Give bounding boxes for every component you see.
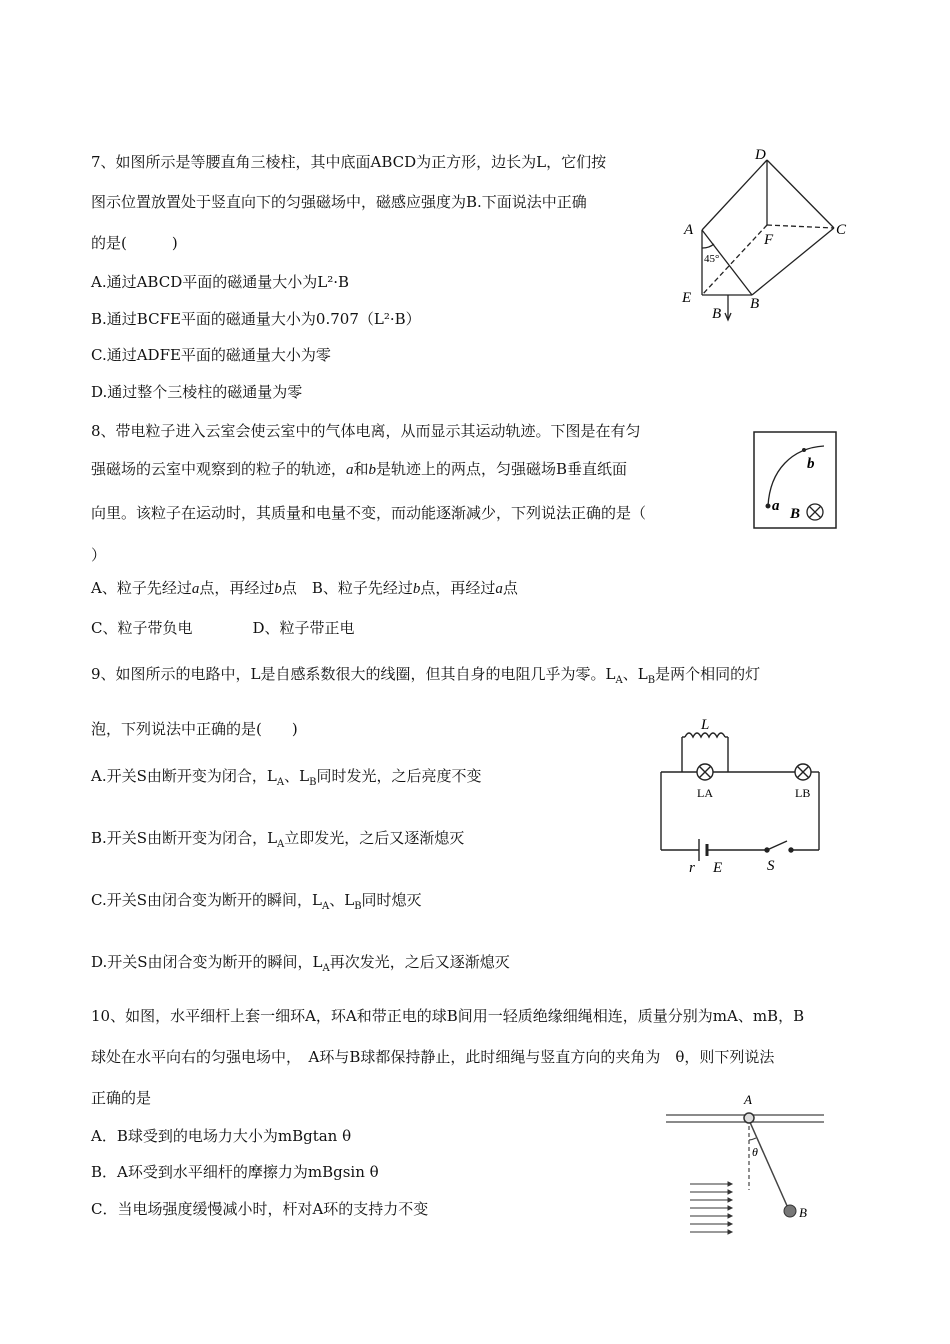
q9-opt-c-sep: 、: [329, 891, 345, 909]
q9-lb: L: [637, 665, 648, 683]
q9-label-e: E: [713, 860, 723, 876]
q9-sep: 、: [622, 665, 638, 683]
q8-opt-b-post: 点: [502, 579, 518, 597]
q8-cloud-chamber-figure: [752, 430, 838, 530]
q10-line1: 10、如图，水平细杆上套一细环A，环A和带正电的球B间用一轻质绝缘细绳相连，质量分别为mA、mB，B: [91, 1007, 805, 1025]
q10-option-a: A．B球受到的电场力大小为mBgtan θ: [91, 1127, 352, 1145]
q9-label-la: LA: [697, 786, 713, 800]
q9-opt-b-pre: B.开关S由断开变为闭合，: [91, 829, 268, 847]
q9-opt-d-post: 再次发光，之后又逐渐熄灭: [329, 953, 510, 971]
q8-point-b: b: [368, 462, 377, 478]
q9-opt-a-lb-sub: B: [309, 777, 317, 788]
q9-opt-d-pre: D.开关S由闭合变为断开的瞬间，: [91, 953, 313, 971]
q9-label-l: L: [701, 717, 710, 733]
q8-opt-b-point2: a: [495, 581, 503, 597]
q8-label-a: a: [772, 498, 780, 514]
q8-opt-a-mid: 点，再经过: [199, 579, 275, 597]
q9-opt-b-la-sub: A: [277, 839, 285, 850]
q9-opt-c-lb: L: [344, 891, 355, 909]
q10-option-c: C．当电场强度缓慢减小时，杆对A环的支持力不变: [91, 1200, 429, 1218]
q7-label-f: F: [764, 232, 774, 248]
q7-option-d: D.通过整个三棱柱的磁通量为零: [91, 383, 303, 401]
q9-label-lb: LB: [795, 786, 811, 800]
q9-opt-c-post: 同时熄灭: [361, 891, 422, 909]
q8-opt-b-point1: b: [412, 581, 421, 597]
q9-line1-post: 是两个相同的灯: [655, 665, 761, 683]
q8-line4: ）: [91, 546, 107, 564]
q7-option-a: A.通过ABCD平面的磁通量大小为L²·B: [91, 273, 350, 291]
q7-label-b-vertex: B: [750, 296, 760, 312]
q9-label-r: r: [689, 860, 695, 876]
q7-line1: 7、如图所示是等腰直角三棱柱，其中底面ABCD为正方形，边长为L，它们按: [91, 153, 607, 171]
q10-field-arrows: [690, 1182, 732, 1234]
q7-label-b-field: B: [712, 306, 722, 322]
q8-opt-a-point1: a: [191, 581, 200, 597]
q9-opt-a-la: L: [266, 767, 277, 785]
q8-line3: 向里。该粒子在运动时，其质量和电量不变，而动能逐渐减少，下列说法正确的是（: [91, 504, 647, 522]
q7-label-d: D: [755, 147, 766, 163]
q9-opt-b-la: L: [267, 829, 278, 847]
q9-opt-a-sep: 、: [284, 767, 300, 785]
q8-point-a: a: [346, 462, 354, 478]
q7-label-c: C: [836, 222, 847, 238]
q9-option-b: [91, 828, 464, 855]
q9-line1-pre: 9、如图所示的电路中，L是自感系数很大的线圈，但其自身的电阻几乎为零。: [91, 665, 606, 683]
q9-opt-c-la-sub: A: [321, 901, 330, 912]
q10-ring-ball-figure: [664, 1090, 834, 1240]
q10-ring-a: [744, 1113, 754, 1123]
q9-line1: [91, 664, 760, 691]
q9-opt-a-la-sub: A: [276, 777, 285, 788]
q8-label-b: b: [807, 456, 815, 472]
q8-options-ab: [91, 578, 518, 599]
q9-opt-d-la-sub: A: [322, 963, 330, 974]
q7-option-b: B.通过BCFE平面的磁通量大小为0.707（L²·B）: [91, 310, 421, 328]
q9-opt-a-lb: L: [299, 767, 310, 785]
q7-label-e: E: [682, 290, 692, 306]
q7-label-a: A: [684, 222, 694, 238]
q9-option-d: [91, 952, 510, 979]
q9-option-c: [91, 890, 422, 917]
q10-label-theta: θ: [752, 1145, 758, 1159]
q9-opt-c-lb-sub: B: [354, 901, 362, 912]
q7-line3: 的是( ): [91, 234, 178, 252]
q9-opt-c-la: L: [312, 891, 322, 909]
q10-line3: 正确的是: [91, 1089, 152, 1107]
q9-opt-c-pre: C.开关S由闭合变为断开的瞬间，: [91, 891, 312, 909]
q8-line2-post: 是轨迹上的两点，匀强磁场B垂直纸面: [376, 460, 628, 478]
q7-label-angle: 45°: [704, 253, 720, 265]
q9-lb-sub: B: [647, 675, 656, 686]
q10-line2: 球处在水平向右的匀强电场中， A环与B球都保持静止，此时细绳与竖直方向的夹角为 θ，则下列说法: [91, 1048, 775, 1066]
q10-label-a: A: [744, 1092, 752, 1107]
q9-la-sub: A: [615, 675, 623, 686]
q9-opt-a-pre: A.开关S由断开变为闭合，: [91, 767, 267, 785]
q9-opt-a-post: 同时发光，之后亮度不变: [316, 767, 482, 785]
q8-opt-b-mid: 点，再经过: [420, 579, 496, 597]
q9-label-s: S: [767, 858, 775, 874]
q10-label-b: B: [799, 1205, 807, 1220]
q8-line2-pre: 强磁场的云室中观察到的粒子的轨迹，: [91, 460, 347, 478]
q8-line2: [91, 459, 627, 480]
q9-la: L: [605, 665, 616, 683]
q8-line1: 8、带电粒子进入云室会使云室中的气体电离，从而显示其运动轨迹。下图是在有匀: [91, 422, 641, 440]
q10-option-b: B．A环受到水平细杆的摩擦力为mBgsin θ: [91, 1163, 379, 1181]
q7-option-c: C.通过ADFE平面的磁通量大小为零: [91, 346, 331, 364]
q9-line2: 泡，下列说法中正确的是( ): [91, 720, 298, 738]
q7-line2: 图示位置放置处于竖直向下的匀强磁场中，磁感应强度为B.下面说法中正确: [91, 193, 587, 211]
q8-opt-b-pre: 点 B、粒子先经过: [281, 579, 413, 597]
q9-circuit-figure: [655, 715, 825, 880]
q8-field-into-page-icon: [807, 504, 823, 520]
q7-prism-figure: [672, 140, 862, 330]
q8-line2-mid: 和: [353, 460, 369, 478]
q9-opt-b-post: 立即发光，之后又逐渐熄灭: [284, 829, 465, 847]
q8-opt-a-point2: b: [274, 581, 282, 597]
q8-options-cd: C、粒子带负电 D、粒子带正电: [91, 619, 355, 637]
q9-opt-d-la: L: [312, 953, 323, 971]
q8-opt-a-pre: A、粒子先经过: [91, 579, 192, 597]
q9-option-a: [91, 766, 481, 793]
q8-label-field: B: [790, 506, 801, 522]
q10-ball-b: [784, 1205, 796, 1217]
